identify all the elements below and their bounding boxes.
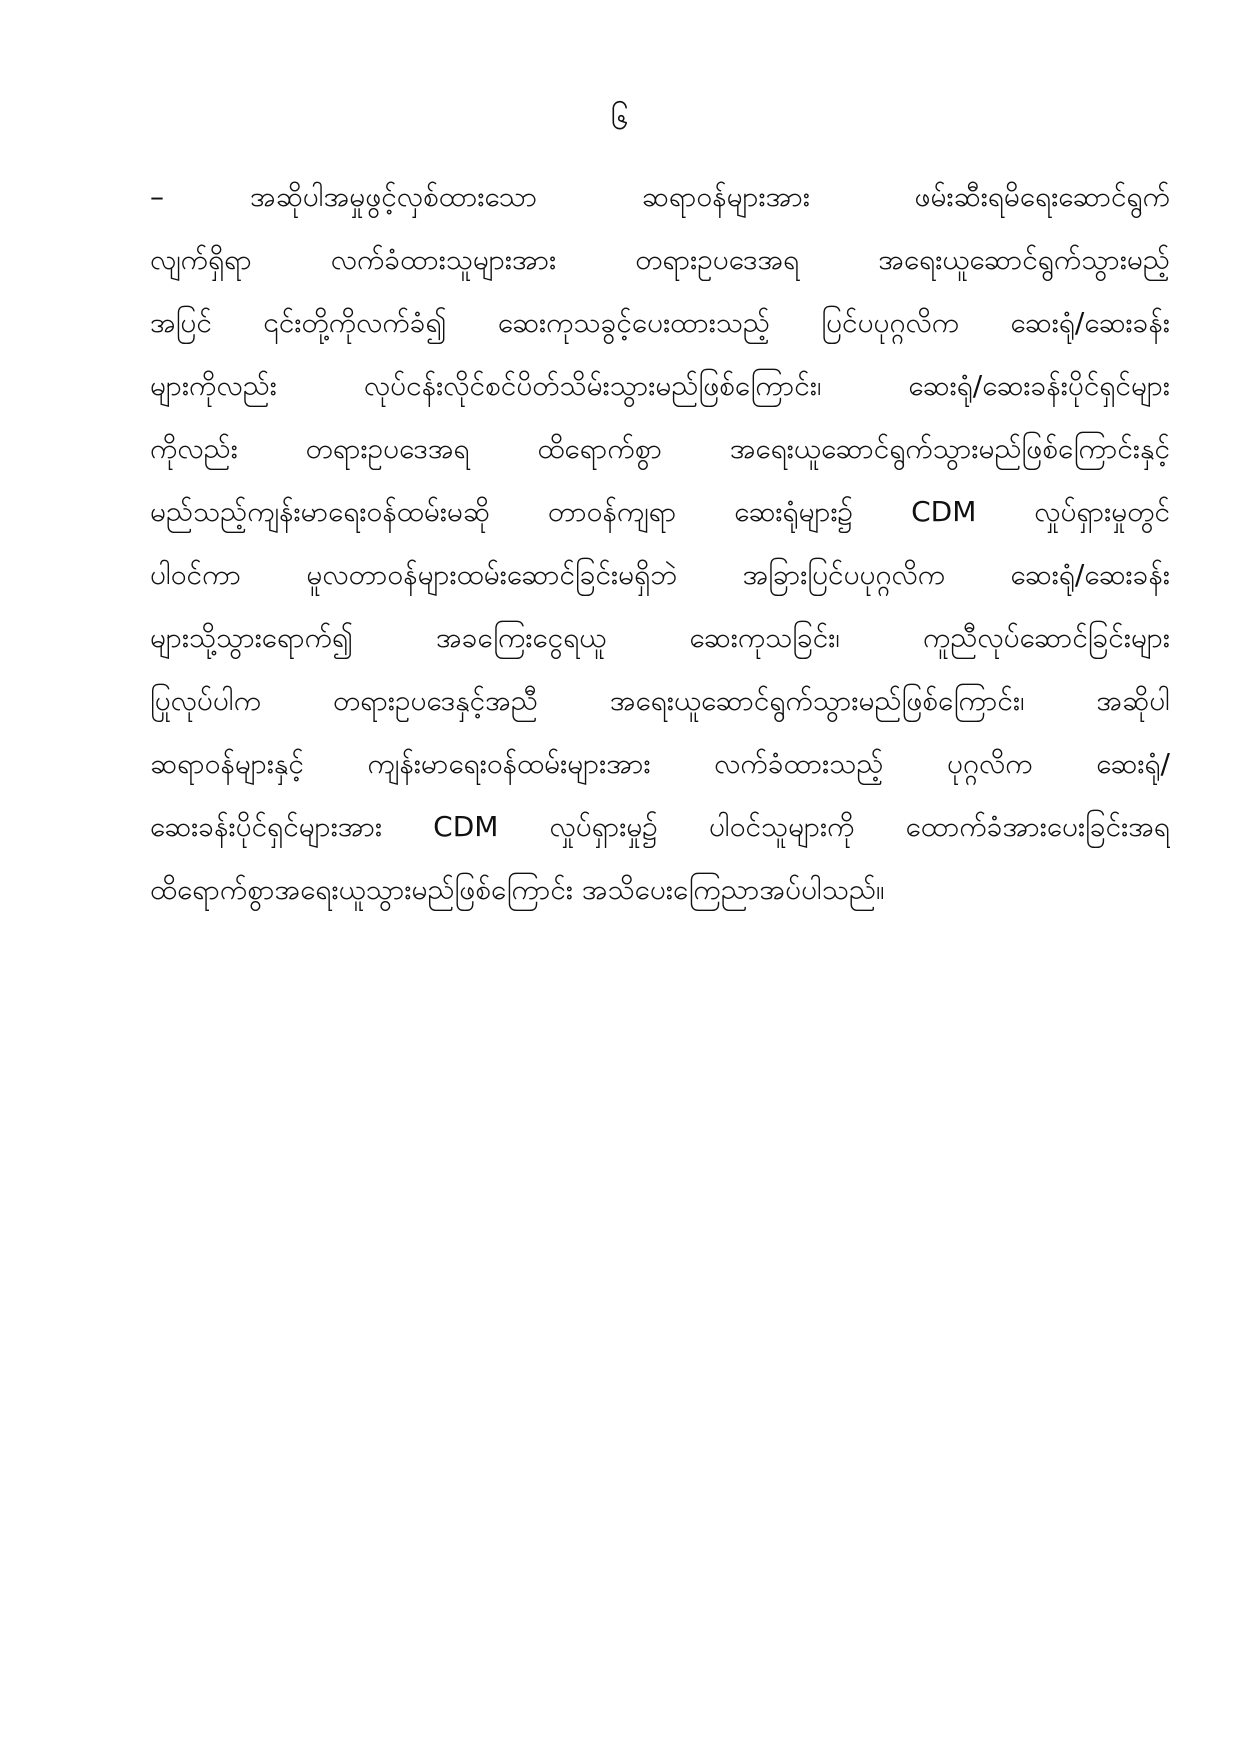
paragraph-line: ပြုလုပ်ပါက တရားဥပဒေနှင့်အညီ အရေးယူဆောင်ရွက်သွားမည်ဖြစ်ကြောင်း၊ အဆိုပါ <box>150 684 1170 717</box>
paragraph-line: အပြင် ၎င်းတို့ကိုလက်ခံ၍ ဆေးကုသခွင့်ပေးထားသည့် ပြင်ပပုဂ္ဂလိက ဆေးရုံ/ဆေးခန်း <box>150 306 1170 339</box>
paragraph <box>150 165 1170 921</box>
paragraph-line: များကိုလည်း လုပ်ငန်းလိုင်စင်ပိတ်သိမ်းသွားမည်ဖြစ်ကြောင်း၊ ဆေးရုံ/ဆေးခန်းပိုင်ရှင်များ <box>150 369 1170 402</box>
paragraph-line: ကိုလည်း တရားဥပဒေအရ ထိရောက်စွာ အရေးယူဆောင်ရွက်သွားမည်ဖြစ်ကြောင်းနှင့် <box>150 432 1170 465</box>
paragraph-line: ထိရောက်စွာအရေးယူသွားမည်ဖြစ်ကြောင်း အသိပေးကြေညာအပ်ပါသည်။ <box>150 873 885 906</box>
paragraph-line: အဆိုပါအမှုဖွင့်လှစ်ထားသော ဆရာဝန်များအား ဖမ်းဆီးရမိရေးဆောင်ရွက် <box>250 180 1170 213</box>
paragraph-line: မည်သည့်ကျန်းမာရေးဝန်ထမ်းမဆို တာဝန်ကျရာ ဆေးရုံများ၌ CDM လှုပ်ရှားမှုတွင် <box>150 495 1170 528</box>
page-number: ၆ <box>611 99 629 137</box>
paragraph-line: ပါဝင်ကာ မူလတာဝန်များထမ်းဆောင်ခြင်းမရှိဘဲ အခြားပြင်ပပုဂ္ဂလိက ဆေးရုံ/ဆေးခန်း <box>150 558 1170 591</box>
bullet-dash: – <box>150 180 164 213</box>
paragraph-line: ဆရာဝန်များနှင့် ကျန်းမာရေးဝန်ထမ်းများအား လက်ခံထားသည့် ပုဂ္ဂလိက ဆေးရုံ/ <box>150 747 1170 780</box>
paragraph-line: ဆေးခန်းပိုင်ရှင်များအား CDM လှုပ်ရှားမှု၌ ပါဝင်သူများကို ထောက်ခံအားပေးခြင်းအရ <box>150 810 1170 843</box>
paragraph-line: များသို့သွားရောက်၍ အခကြေးငွေရယူ ဆေးကုသခြင်း၊ ကူညီလုပ်ဆောင်ခြင်းများ <box>150 621 1170 654</box>
paragraph-line: လျက်ရှိရာ လက်ခံထားသူများအား တရားဥပဒေအရ အရေးယူဆောင်ရွက်သွားမည့် <box>150 243 1170 276</box>
